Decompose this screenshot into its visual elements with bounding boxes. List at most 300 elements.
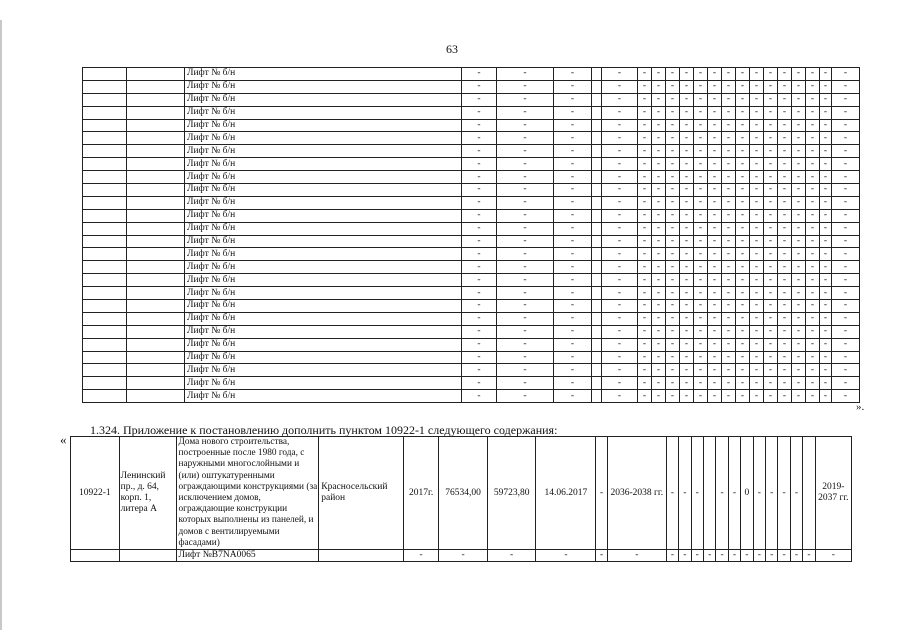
lift-cell-dash: - bbox=[497, 351, 554, 364]
lift-name: Лифт № б/н bbox=[185, 390, 462, 403]
lift-cell-empty bbox=[592, 132, 602, 145]
lift-cell-dash: - bbox=[602, 132, 638, 145]
lift-cell-dash: - bbox=[806, 248, 820, 261]
lift-cell-dash: - bbox=[652, 68, 666, 81]
lift-row bbox=[83, 158, 860, 171]
lift-name: Лифт № б/н bbox=[185, 312, 462, 325]
lift-cell-dash: - bbox=[750, 325, 764, 338]
entry-area-total: 76534,00 bbox=[439, 437, 488, 550]
lift-cell-dash: - bbox=[764, 364, 778, 377]
lift-dash: - bbox=[778, 550, 790, 562]
lift-cell-dash: - bbox=[750, 196, 764, 209]
lift-cell-dash: - bbox=[652, 93, 666, 106]
lift-cell-dash: - bbox=[792, 312, 806, 325]
lift-cell-dash: - bbox=[666, 209, 680, 222]
lift-cell-dash: - bbox=[778, 300, 792, 313]
lift-name: Лифт № б/н bbox=[185, 145, 462, 158]
closing-quote: ». bbox=[856, 401, 865, 413]
lift-cell-dash: - bbox=[806, 80, 820, 93]
lift-cell-dash: - bbox=[694, 248, 708, 261]
lift-cell-dash: - bbox=[792, 106, 806, 119]
lift-cell-dash: - bbox=[820, 274, 832, 287]
lift-cell-dash: - bbox=[666, 261, 680, 274]
lift-cell-dash: - bbox=[820, 132, 832, 145]
lift-cell-dash: - bbox=[602, 274, 638, 287]
lift-cell-dash: - bbox=[806, 351, 820, 364]
lift-cell-empty bbox=[592, 312, 602, 325]
lift-cell-dash: - bbox=[680, 158, 694, 171]
lift-row bbox=[83, 300, 860, 313]
lift-cell-dash: - bbox=[708, 222, 722, 235]
lift-cell-empty bbox=[83, 235, 127, 248]
lift-cell-dash: - bbox=[750, 248, 764, 261]
lift-cell-dash: - bbox=[680, 145, 694, 158]
lift-name: Лифт № б/н bbox=[185, 222, 462, 235]
lift-cell-dash: - bbox=[638, 261, 652, 274]
lift-name: Лифт № б/н bbox=[185, 351, 462, 364]
lift-cell-dash: - bbox=[602, 235, 638, 248]
lift-cell-empty bbox=[83, 390, 127, 403]
lift-cell-dash: - bbox=[764, 209, 778, 222]
lift-cell-dash: - bbox=[554, 196, 592, 209]
lift-cell-dash: - bbox=[462, 171, 497, 184]
lift-cell-dash: - bbox=[497, 171, 554, 184]
lift-cell-dash: - bbox=[820, 248, 832, 261]
lift-cell-dash: - bbox=[764, 68, 778, 81]
lift-cell-dash: - bbox=[680, 196, 694, 209]
lift-cell-dash: - bbox=[694, 364, 708, 377]
lift-cell-dash: - bbox=[694, 377, 708, 390]
lift-cell-dash: - bbox=[602, 325, 638, 338]
lift-dash: - bbox=[753, 550, 765, 562]
lift-cell-dash: - bbox=[694, 93, 708, 106]
lift-cell-dash: - bbox=[680, 377, 694, 390]
new-lift-row bbox=[71, 550, 852, 562]
lift-dash: - bbox=[596, 550, 607, 562]
lift-cell-dash: - bbox=[602, 261, 638, 274]
lift-cell-dash: - bbox=[462, 158, 497, 171]
lift-cell-dash: - bbox=[462, 93, 497, 106]
lift-cell-dash: - bbox=[638, 338, 652, 351]
lift-cell-dash: - bbox=[736, 261, 750, 274]
lift-cell-dash: - bbox=[652, 184, 666, 197]
lift-cell-dash: - bbox=[792, 80, 806, 93]
lift-dash: - bbox=[716, 550, 728, 562]
lift-cell-dash: - bbox=[680, 300, 694, 313]
lift-cell-dash: - bbox=[462, 196, 497, 209]
lift-dash: - bbox=[815, 550, 851, 562]
lift-row bbox=[83, 248, 860, 261]
lift-cell-dash: - bbox=[694, 261, 708, 274]
lift-cell-dash: - bbox=[554, 222, 592, 235]
lift-name: Лифт № б/н bbox=[185, 364, 462, 377]
lift-cell-dash: - bbox=[497, 196, 554, 209]
lift-cell-dash: - bbox=[820, 390, 832, 403]
lift-cell-dash: - bbox=[666, 235, 680, 248]
lift-cell-dash: - bbox=[736, 222, 750, 235]
lift-cell-dash: - bbox=[638, 93, 652, 106]
lift-cell-dash: - bbox=[722, 196, 736, 209]
lift-cell-dash: - bbox=[602, 184, 638, 197]
entry-date: 14.06.2017 bbox=[536, 437, 596, 550]
lift-cell-dash: - bbox=[832, 196, 860, 209]
lift-cell-dash: - bbox=[764, 377, 778, 390]
lift-cell-dash: - bbox=[764, 93, 778, 106]
lift-cell-dash: - bbox=[820, 287, 832, 300]
lift-cell-dash: - bbox=[792, 364, 806, 377]
entry-district: Красносельский район bbox=[319, 437, 404, 550]
lift-cell-dash: - bbox=[602, 287, 638, 300]
lift-cell-dash: - bbox=[750, 377, 764, 390]
lift-cell-dash: - bbox=[820, 171, 832, 184]
lift-cell-dash: - bbox=[462, 119, 497, 132]
lift-cell-dash: - bbox=[722, 312, 736, 325]
lift-cell-dash: - bbox=[750, 222, 764, 235]
lift-cell-dash: - bbox=[554, 235, 592, 248]
lift-dash: - bbox=[439, 550, 488, 562]
lift-cell-dash: - bbox=[750, 364, 764, 377]
lift-cell-dash: - bbox=[680, 235, 694, 248]
lift-row bbox=[83, 209, 860, 222]
lift-cell-dash: - bbox=[554, 248, 592, 261]
lift-cell-dash: - bbox=[680, 184, 694, 197]
lift-cell-dash: - bbox=[806, 184, 820, 197]
lift-cell-dash: - bbox=[750, 338, 764, 351]
lift-cell-dash: - bbox=[497, 312, 554, 325]
lift-cell-dash: - bbox=[652, 235, 666, 248]
lift-cell-dash: - bbox=[708, 93, 722, 106]
entry-dash: - bbox=[596, 437, 607, 550]
entry-empty bbox=[703, 437, 715, 550]
lift-cell-dash: - bbox=[722, 261, 736, 274]
lift-cell-dash: - bbox=[638, 171, 652, 184]
lift-cell-empty bbox=[127, 132, 185, 145]
lift-cell-dash: - bbox=[652, 145, 666, 158]
lift-cell-dash: - bbox=[820, 235, 832, 248]
lift-cell-empty bbox=[127, 119, 185, 132]
lift-cell-dash: - bbox=[497, 325, 554, 338]
entry-year: 2017г. bbox=[404, 437, 439, 550]
lift-cell-dash: - bbox=[652, 80, 666, 93]
lift-cell-dash: - bbox=[806, 222, 820, 235]
lift-cell-dash: - bbox=[638, 377, 652, 390]
lift-cell-dash: - bbox=[666, 171, 680, 184]
lift-cell-dash: - bbox=[806, 209, 820, 222]
lift-cell-dash: - bbox=[462, 364, 497, 377]
lift-cell-dash: - bbox=[792, 222, 806, 235]
lift-cell-empty bbox=[83, 261, 127, 274]
lift-cell-dash: - bbox=[722, 158, 736, 171]
lift-cell-dash: - bbox=[764, 325, 778, 338]
lift-cell-dash: - bbox=[750, 158, 764, 171]
lift-cell-dash: - bbox=[750, 106, 764, 119]
lift-cell-dash: - bbox=[778, 312, 792, 325]
lift-row bbox=[83, 145, 860, 158]
lift-cell-dash: - bbox=[764, 80, 778, 93]
lift-cell-dash: - bbox=[666, 119, 680, 132]
lift-cell-dash: - bbox=[820, 184, 832, 197]
lift-cell-dash: - bbox=[652, 325, 666, 338]
lift-cell-dash: - bbox=[638, 132, 652, 145]
lift-cell-dash: - bbox=[694, 351, 708, 364]
lift-cell-dash: - bbox=[602, 145, 638, 158]
lift-dash: - bbox=[679, 550, 691, 562]
lift-cell-dash: - bbox=[554, 209, 592, 222]
lift-cell-dash: - bbox=[764, 274, 778, 287]
lift-cell-dash: - bbox=[722, 325, 736, 338]
lift-cell-empty bbox=[127, 390, 185, 403]
lift-cell-dash: - bbox=[722, 119, 736, 132]
entry-dash: - bbox=[766, 437, 778, 550]
lift-name: Лифт № б/н bbox=[185, 248, 462, 261]
lift-cell-dash: - bbox=[722, 390, 736, 403]
lift-cell-dash: - bbox=[832, 261, 860, 274]
lift-cell-empty bbox=[83, 196, 127, 209]
lift-cell-dash: - bbox=[666, 196, 680, 209]
lift-cell-empty bbox=[592, 222, 602, 235]
lift-cell-dash: - bbox=[680, 364, 694, 377]
lift-cell-empty bbox=[83, 209, 127, 222]
lift-cell-dash: - bbox=[666, 312, 680, 325]
lift-cell-dash: - bbox=[638, 390, 652, 403]
lift-cell-dash: - bbox=[708, 364, 722, 377]
lift-cell-dash: - bbox=[497, 390, 554, 403]
lift-name: Лифт № б/н bbox=[185, 209, 462, 222]
entry-dash: - bbox=[679, 437, 691, 550]
lift-cell-dash: - bbox=[750, 209, 764, 222]
lift-cell-dash: - bbox=[638, 364, 652, 377]
lift-cell-dash: - bbox=[750, 312, 764, 325]
lift-cell-dash: - bbox=[820, 377, 832, 390]
lift-label: Лифт №B7NA0065 bbox=[176, 550, 319, 562]
lift-cell-dash: - bbox=[820, 325, 832, 338]
lift-cell-dash: - bbox=[680, 325, 694, 338]
lift-cell-dash: - bbox=[792, 158, 806, 171]
lift-cell-dash: - bbox=[462, 338, 497, 351]
lift-cell-empty bbox=[127, 300, 185, 313]
entry-address: Ленинский пр., д. 64, корп. 1, литера А bbox=[119, 437, 176, 550]
lift-cell-dash: - bbox=[666, 390, 680, 403]
lift-cell-dash: - bbox=[736, 248, 750, 261]
lift-cell-dash: - bbox=[652, 222, 666, 235]
lift-row bbox=[83, 132, 860, 145]
lift-cell-dash: - bbox=[652, 338, 666, 351]
lift-cell-dash: - bbox=[806, 300, 820, 313]
lift-row bbox=[83, 377, 860, 390]
lift-cell-dash: - bbox=[638, 248, 652, 261]
lift-cell-dash: - bbox=[832, 364, 860, 377]
lift-cell-empty bbox=[592, 377, 602, 390]
lift-cell-dash: - bbox=[820, 80, 832, 93]
lift-cell-dash: - bbox=[778, 287, 792, 300]
lift-row bbox=[83, 80, 860, 93]
lift-cell-dash: - bbox=[764, 196, 778, 209]
lift-cell-dash: - bbox=[722, 80, 736, 93]
lift-cell-dash: - bbox=[778, 80, 792, 93]
lift-cell-dash: - bbox=[750, 390, 764, 403]
lift-cell-empty bbox=[592, 119, 602, 132]
lift-cell-dash: - bbox=[497, 80, 554, 93]
lift-cell-empty bbox=[592, 171, 602, 184]
lift-cell-dash: - bbox=[497, 222, 554, 235]
lift-cell-dash: - bbox=[694, 145, 708, 158]
lift-cell-dash: - bbox=[778, 196, 792, 209]
lift-cell-dash: - bbox=[778, 364, 792, 377]
lift-cell-dash: - bbox=[602, 93, 638, 106]
lift-cell-dash: - bbox=[497, 93, 554, 106]
lift-cell-dash: - bbox=[792, 209, 806, 222]
lift-cell-empty bbox=[127, 184, 185, 197]
lift-cell-dash: - bbox=[722, 351, 736, 364]
lift-cell-dash: - bbox=[778, 222, 792, 235]
lift-cell-dash: - bbox=[638, 235, 652, 248]
lift-cell-dash: - bbox=[832, 132, 860, 145]
lift-cell-empty bbox=[127, 145, 185, 158]
new-entry-row bbox=[71, 437, 852, 550]
lift-cell-dash: - bbox=[462, 274, 497, 287]
lift-cell-dash: - bbox=[638, 80, 652, 93]
lift-cell-empty bbox=[592, 158, 602, 171]
lift-cell-empty bbox=[592, 235, 602, 248]
lift-cell-empty bbox=[127, 338, 185, 351]
lift-cell-dash: - bbox=[806, 312, 820, 325]
lift-cell-dash: - bbox=[694, 300, 708, 313]
lift-cell-dash: - bbox=[638, 325, 652, 338]
lift-cell-dash: - bbox=[792, 184, 806, 197]
lift-name: Лифт № б/н bbox=[185, 377, 462, 390]
lift-cell-dash: - bbox=[736, 209, 750, 222]
lift-cell-dash: - bbox=[554, 351, 592, 364]
lift-cell-empty bbox=[127, 222, 185, 235]
lift-cell-dash: - bbox=[694, 274, 708, 287]
lift-cell-dash: - bbox=[708, 145, 722, 158]
lift-cell-dash: - bbox=[832, 171, 860, 184]
lift-cell-dash: - bbox=[832, 145, 860, 158]
lift-name: Лифт № б/н bbox=[185, 132, 462, 145]
lift-cell-dash: - bbox=[666, 222, 680, 235]
lift-cell-dash: - bbox=[666, 248, 680, 261]
lift-cell-dash: - bbox=[497, 300, 554, 313]
lift-cell-dash: - bbox=[792, 119, 806, 132]
lift-cell-dash: - bbox=[722, 235, 736, 248]
lift-cell-dash: - bbox=[722, 222, 736, 235]
lift-cell-empty bbox=[127, 325, 185, 338]
lift-cell-dash: - bbox=[764, 300, 778, 313]
lift-cell-dash: - bbox=[778, 235, 792, 248]
lift-cell-dash: - bbox=[750, 274, 764, 287]
lift-cell-dash: - bbox=[680, 106, 694, 119]
lift-cell-dash: - bbox=[792, 287, 806, 300]
lift-cell-dash: - bbox=[462, 68, 497, 81]
lift-cell-empty bbox=[83, 80, 127, 93]
lift-row bbox=[83, 325, 860, 338]
lift-dash: - bbox=[741, 550, 753, 562]
lift-cell-empty bbox=[83, 287, 127, 300]
lift-cell-empty bbox=[83, 68, 127, 81]
lift-row bbox=[83, 338, 860, 351]
lift-cell-dash: - bbox=[694, 68, 708, 81]
lift-cell-empty bbox=[592, 196, 602, 209]
lift-cell-empty bbox=[83, 248, 127, 261]
lift-cell-dash: - bbox=[722, 145, 736, 158]
lift-cell-dash: - bbox=[806, 68, 820, 81]
lift-cell-dash: - bbox=[792, 196, 806, 209]
lift-cell-dash: - bbox=[638, 351, 652, 364]
lift-cell-dash: - bbox=[736, 196, 750, 209]
lift-cell-dash: - bbox=[820, 364, 832, 377]
lift-cell-dash: - bbox=[497, 287, 554, 300]
lift-cell-dash: - bbox=[462, 351, 497, 364]
lift-cell-dash: - bbox=[806, 338, 820, 351]
lift-cell-dash: - bbox=[694, 312, 708, 325]
lift-cell-dash: - bbox=[806, 145, 820, 158]
lift-cell-dash: - bbox=[462, 390, 497, 403]
lift-cell-dash: - bbox=[708, 158, 722, 171]
lift-cell-dash: - bbox=[764, 312, 778, 325]
lift-cell-empty bbox=[592, 364, 602, 377]
lift-cell-dash: - bbox=[652, 248, 666, 261]
lift-cell-empty bbox=[83, 171, 127, 184]
lift-cell-dash: - bbox=[462, 377, 497, 390]
lift-row bbox=[83, 93, 860, 106]
lift-cell-dash: - bbox=[764, 261, 778, 274]
lift-cell-dash: - bbox=[806, 132, 820, 145]
lift-cell-dash: - bbox=[602, 338, 638, 351]
lift-cell-dash: - bbox=[602, 222, 638, 235]
lift-cell-dash: - bbox=[554, 287, 592, 300]
lift-cell-dash: - bbox=[652, 300, 666, 313]
lift-cell-dash: - bbox=[497, 248, 554, 261]
lift-cell-dash: - bbox=[832, 184, 860, 197]
lift-cell-dash: - bbox=[462, 235, 497, 248]
lift-cell-dash: - bbox=[554, 106, 592, 119]
lift-cell-dash: - bbox=[680, 68, 694, 81]
lift-cell-dash: - bbox=[736, 80, 750, 93]
lift-cell-dash: - bbox=[792, 248, 806, 261]
lift-row bbox=[83, 106, 860, 119]
lift-cell-dash: - bbox=[832, 106, 860, 119]
lift-name: Лифт № б/н bbox=[185, 158, 462, 171]
lift-cell-dash: - bbox=[602, 300, 638, 313]
lift-cell-dash: - bbox=[792, 338, 806, 351]
lift-cell-dash: - bbox=[820, 312, 832, 325]
lift-cell-dash: - bbox=[554, 312, 592, 325]
lift-cell-dash: - bbox=[736, 184, 750, 197]
lift-cell-dash: - bbox=[820, 300, 832, 313]
lift-cell-dash: - bbox=[708, 338, 722, 351]
lift-cell-dash: - bbox=[750, 171, 764, 184]
lift-cell-dash: - bbox=[806, 119, 820, 132]
lift-cell-dash: - bbox=[694, 119, 708, 132]
lift-cell-dash: - bbox=[722, 106, 736, 119]
entry-dash: - bbox=[728, 437, 740, 550]
lift-cell-dash: - bbox=[666, 325, 680, 338]
lift-cell-dash: - bbox=[652, 132, 666, 145]
lift-cell-empty bbox=[592, 274, 602, 287]
lift-cell-dash: - bbox=[680, 80, 694, 93]
lift-cell-dash: - bbox=[554, 171, 592, 184]
lift-row bbox=[83, 119, 860, 132]
lift-cell-dash: - bbox=[680, 261, 694, 274]
lift-cell-dash: - bbox=[708, 274, 722, 287]
lift-cell-dash: - bbox=[554, 68, 592, 81]
lift-cell-dash: - bbox=[820, 158, 832, 171]
lift-cell-dash: - bbox=[554, 132, 592, 145]
lift-cell-dash: - bbox=[497, 235, 554, 248]
lift-cell-dash: - bbox=[554, 300, 592, 313]
lift-cell-empty bbox=[83, 364, 127, 377]
lift-cell-dash: - bbox=[708, 106, 722, 119]
